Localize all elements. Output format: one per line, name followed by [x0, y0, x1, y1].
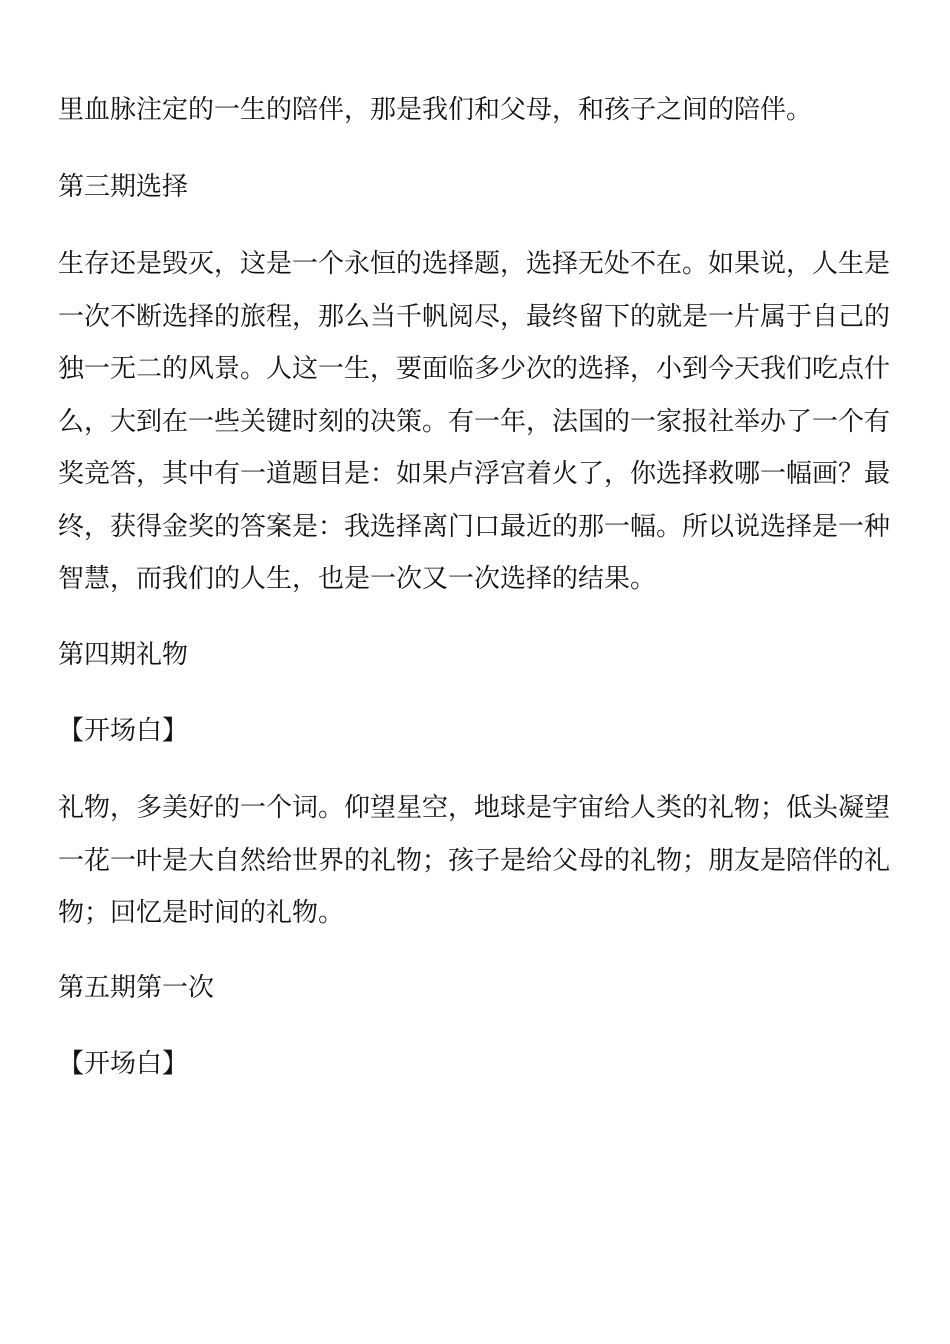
text-line: 智慧，而我们的人生，也是一次又一次选择的结果。	[58, 564, 657, 594]
section-heading-issue-5: 第五期第一次	[58, 973, 215, 1003]
text-line: 独一无二的风景。人这一生，要面临多少次的选择，小到今天我们吃点什	[58, 354, 891, 384]
section-heading-issue-4: 第四期礼物	[58, 640, 189, 670]
text-line: 终，获得金奖的答案是：我选择离门口最近的那一幅。所以说选择是一种	[58, 511, 891, 542]
text-line: 物；回忆是时间的礼物。	[58, 898, 345, 928]
text-line: 一次不断选择的旅程，那么当千帆阅尽，最终留下的就是一片属于自己的	[58, 301, 891, 332]
text-line: 奖竞答，其中有一道题目是：如果卢浮宫着火了，你选择救哪一幅画？最	[58, 459, 891, 489]
paragraph-gift	[58, 782, 896, 940]
text-line: 一花一叶是大自然给世界的礼物；孩子是给父母的礼物；朋友是陪伴的礼	[58, 845, 891, 876]
text-line: 礼物，多美好的一个词。仰望星空，地球是宇宙给人类的礼物；低头凝望	[58, 793, 891, 823]
text-line: 么，大到在一些关键时刻的决策。有一年，法国的一家报社举办了一个有	[58, 406, 891, 437]
paragraph-continuation	[58, 84, 896, 137]
opening-remarks-label: 【开场白】	[58, 1049, 189, 1079]
opening-remarks-label: 【开场白】	[58, 716, 189, 746]
text-line: 里血脉注定的一生的陪伴，那是我们和父母，和孩子之间的陪伴。	[58, 95, 813, 125]
text-line: 生存还是毁灭，这是一个永恒的选择题，选择无处不在。如果说，人生是	[58, 249, 891, 279]
paragraph-choice	[58, 238, 896, 606]
section-heading-issue-3: 第三期选择	[58, 172, 189, 202]
